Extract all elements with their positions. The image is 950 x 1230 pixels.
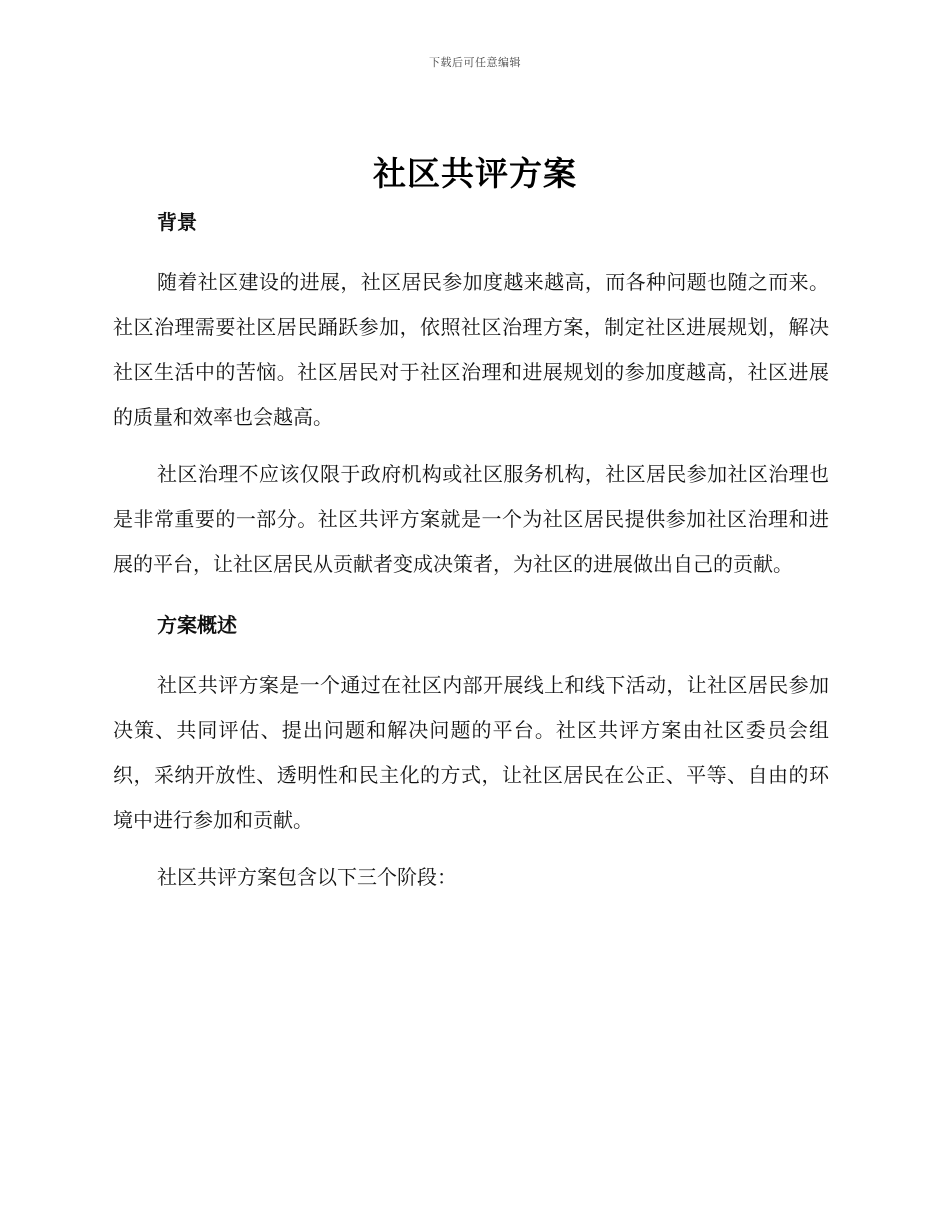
section-heading-overview: 方案概述 (157, 613, 237, 637)
paragraph: 随着社区建设的进展，社区居民参加度越来越高，而各种问题也随之而来。社区治理需要社区居民踊跃参加，依照社区治理方案，制定社区进展规划，解决社区生活中的苦恼。社区居民对于社区治理和进展规划的参加度越高，社区进展的质量和效率也会越高。 (113, 270, 829, 429)
paragraph: 社区共评方案是一个通过在社区内部开展线上和线下活动，让社区居民参加决策、共同评估、提出问题和解决问题的平台。社区共评方案由社区委员会组织，采纳开放性、透明性和民主化的方式，让社区居民在公正、平等、自由的环境中进行参加和贡献。 (113, 673, 829, 832)
document-title: 社区共评方案 (373, 154, 577, 193)
section-heading-background: 背景 (157, 210, 197, 234)
paragraph: 社区治理不应该仅限于政府机构或社区服务机构，社区居民参加社区治理也是非常重要的一部分。社区共评方案就是一个为社区居民提供参加社区治理和进展的平台，让社区居民从贡献者变成决策者，为社区的进展做出自己的贡献。 (113, 462, 829, 576)
header-note: 下载后可任意编辑 (429, 56, 521, 69)
paragraph: 社区共评方案包含以下三个阶段： (157, 865, 457, 889)
document-body (113, 204, 829, 912)
